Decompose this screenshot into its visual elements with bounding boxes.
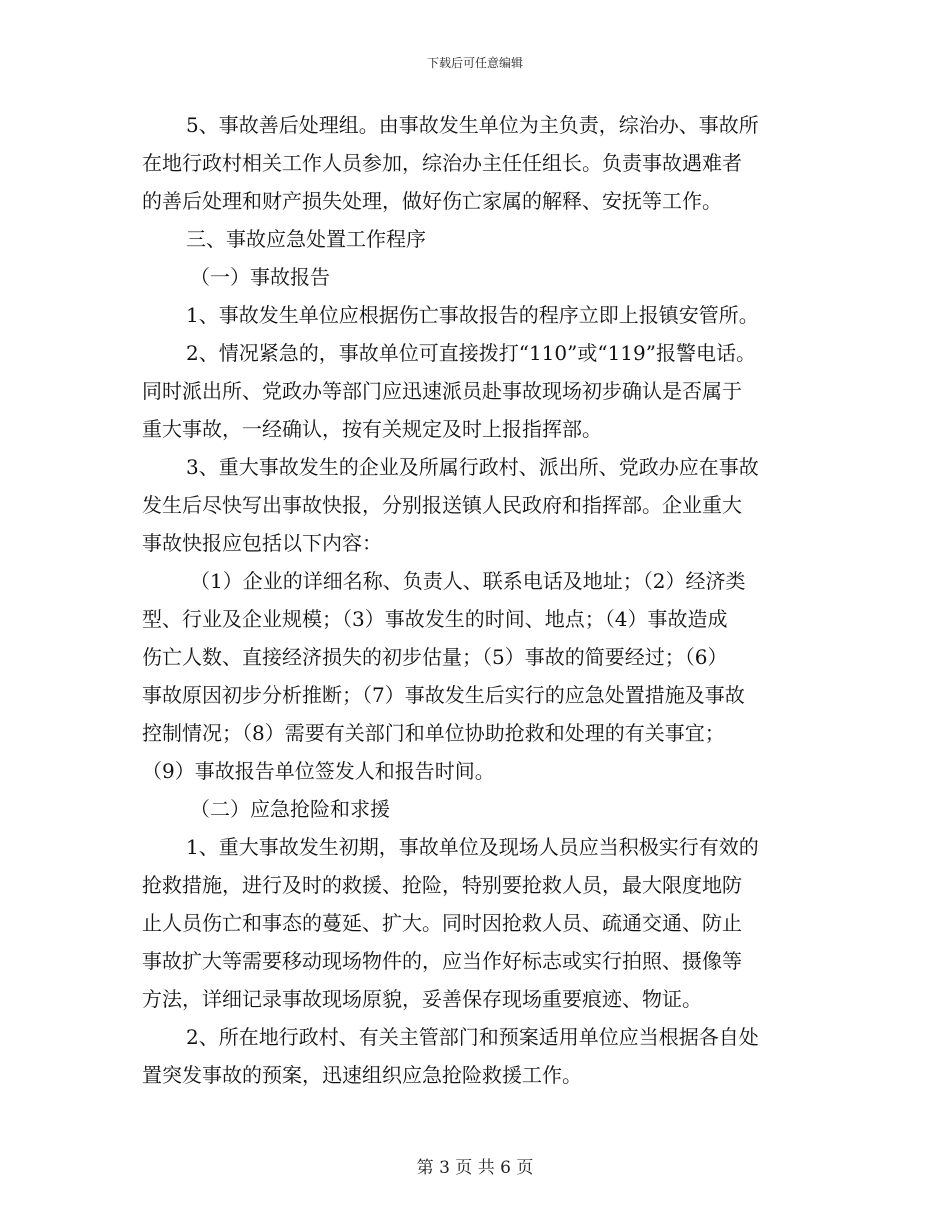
text-line: 2、情况紧急的，事故单位可直接拨打“110”或“119”报警电话。 (186, 341, 756, 365)
text-line: 三、事故应急处置工作程序 (186, 227, 426, 251)
text-line: 1、重大事故发生初期，事故单位及现场人员应当积极实行有效的 (186, 835, 759, 859)
text-line: 型、行业及企业规模；（3）事故发生的时间、地点；（4）事故造成 (142, 607, 728, 631)
text-line: 事故原因初步分析推断；（7）事故发生后实行的应急处置措施及事故 (142, 683, 745, 707)
text-line: 事故快报应包括以下内容： (142, 531, 382, 555)
paragraph (142, 790, 822, 828)
paragraph (142, 1018, 822, 1094)
paragraph (142, 828, 822, 1018)
text-line: 5、事故善后处理组。由事故发生单位为主负责，综治办、事故所 (186, 113, 759, 137)
text-line: （1）企业的详细名称、负责人、联系电话及地址；（2）经济类 (190, 569, 746, 593)
paragraph (142, 334, 822, 448)
text-line: 伤亡人数、直接经济损失的初步估量；（5）事故的简要经过；（6） (142, 645, 728, 669)
text-line: 方法，详细记录事故现场原貌，妥善保存现场重要痕迹、物证。 (142, 987, 702, 1011)
text-line: 的善后处理和财产损失处理，做好伤亡家属的解释、安抚等工作。 (142, 189, 722, 213)
text-line: 重大事故，一经确认，按有关规定及时上报指挥部。 (142, 417, 602, 441)
document-body (142, 106, 822, 1094)
paragraph (142, 220, 822, 258)
text-line: （9）事故报告单位签发人和报告时间。 (142, 759, 495, 783)
paragraph (142, 106, 822, 220)
paragraph (142, 448, 822, 562)
text-line: 事故扩大等需要移动现场物件的，应当作好标志或实行拍照、摄像等 (142, 949, 742, 973)
text-line: 控制情况；（8）需要有关部门和单位协助抢救和处理的有关事宜； (142, 721, 725, 745)
paragraph (142, 258, 822, 296)
paragraph (142, 296, 822, 334)
text-line: 同时派出所、党政办等部门应迅速派员赴事故现场初步确认是否属于 (142, 379, 742, 403)
page-header: 下载后可任意编辑 (426, 56, 523, 70)
text-line: 3、重大事故发生的企业及所属行政村、派出所、党政办应在事故 (186, 455, 759, 479)
page-number: 第 3 页 共 6 页 (416, 1158, 534, 1178)
text-line: 1、事故发生单位应根据伤亡事故报告的程序立即上报镇安管所。 (186, 303, 759, 327)
text-line: 发生后尽快写出事故快报，分别报送镇人民政府和指挥部。企业重大 (142, 493, 742, 517)
paragraph (142, 562, 822, 790)
text-line: （二）应急抢险和求援 (190, 797, 390, 821)
text-line: 在地行政村相关工作人员参加，综治办主任任组长。负责事故遇难者 (142, 151, 742, 175)
text-line: （一）事故报告 (190, 265, 330, 289)
text-line: 抢救措施，进行及时的救援、抢险，特别要抢救人员，最大限度地防 (142, 873, 742, 897)
text-line: 止人员伤亡和事态的蔓延、扩大。同时因抢救人员、疏通交通、防止 (142, 911, 742, 935)
text-line: 置突发事故的预案，迅速组织应急抢险救援工作。 (142, 1063, 582, 1087)
text-line: 2、所在地行政村、有关主管部门和预案适用单位应当根据各自处 (186, 1025, 759, 1049)
